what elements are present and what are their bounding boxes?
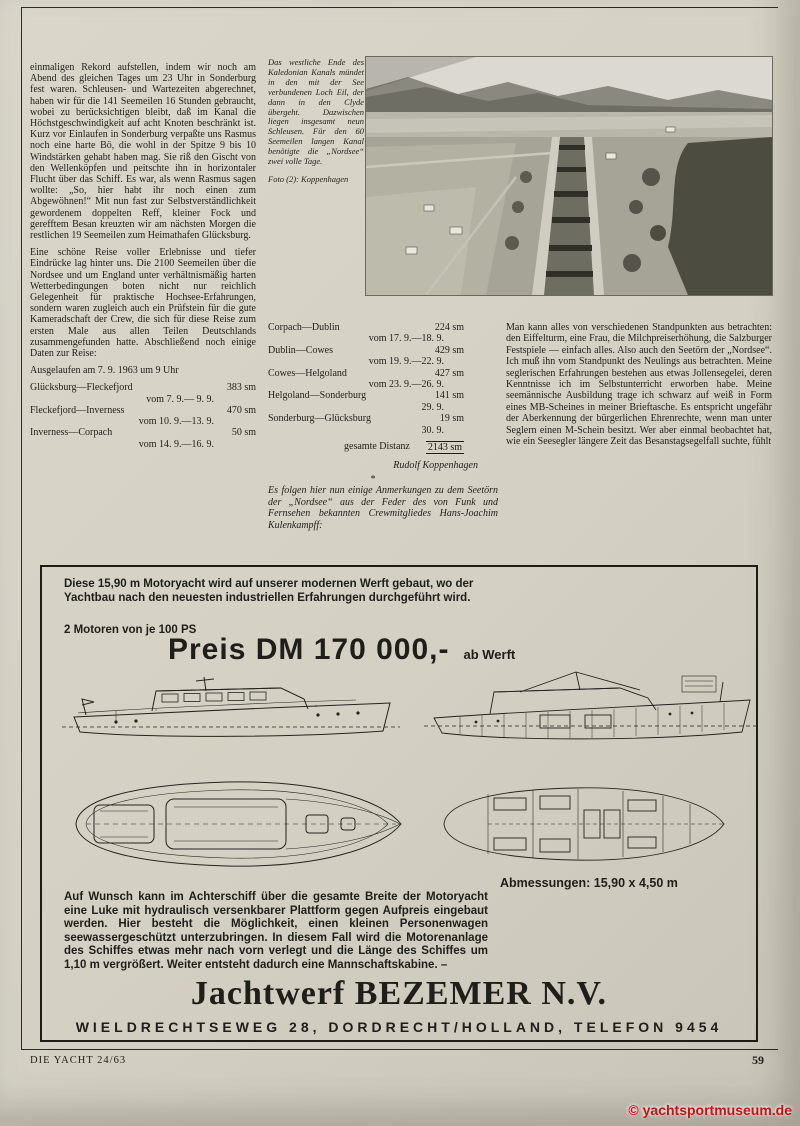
yacht-interior-plan-right	[428, 774, 728, 874]
leg-dates: 29. 9.	[421, 401, 444, 413]
leg-distance: 19 sm	[439, 413, 464, 425]
bezemer-advertisement	[40, 565, 758, 1042]
leg-dates: vom 10. 9.—13. 9.	[138, 416, 214, 428]
leg-route: Corpach—Dublin	[268, 322, 340, 333]
watermark-text: © yachtsportmuseum.de	[628, 1102, 792, 1118]
table-row	[268, 390, 464, 413]
leg-route: Cowes—Helgoland	[268, 367, 347, 379]
leg-dates: vom 14. 9.—16. 9.	[138, 438, 214, 450]
leg-distance: 50 sm	[231, 427, 256, 439]
editorial-note: Es folgen hier nun einige Anmerkungen zu dem Seetörn der „Nordsee“ aus der Feder des von Funk und Fernsehen bekannten Crewmitgliedes Hans-Joachim Kulenkampff:	[268, 485, 498, 531]
table-row	[30, 382, 256, 404]
article-paragraph: Man kann alles von verschiedenen Standpunkten aus betrachten: den Eiffelturm, eine Frau, die Milchpreiserhöhung, die Salzburger Festspiele — einfach alles. Also auch den Seetörn der „Nordsee“. Ich muß ihn vom Standpunkt des Neulings aus betrachten. Meine seglerischen Erfahrungen bestehen aus etwas Jollensegelei, deren Kenntnisse ich im Selbstunterricht erworben habe. Meine seemännische Ausbildung trage ich schwarz auf weiß in Form eines MB-Scheines in meiner Brieftasche. Es entspricht ungefähr der Aberkennung der bürgerlichen Ehrenrechte, wenn man unter Seglern einen M-Schein besitzt. Wer aber einmal beobachtet hat, wie ein Seesegler längere Zeit das Besanstagsegelfall suchte, fühlt	[506, 322, 772, 448]
ad-price	[168, 633, 515, 667]
footer-rule	[21, 1049, 778, 1050]
caption-text: Das westliche Ende des Kaledonian Kanals mündet in den mit der See verbundenen Loch Eil, der dann in den Clyde übergeht. Dazwischen liegen insgesamt neun Schleusen. Für den 60 Seemeilen langen Kanal benötigte die „Nordsee“ zwei volle Tage.	[268, 57, 364, 167]
leg-distance: 427 sm	[434, 367, 464, 379]
leg-route: Glücksburg—Fleckefjord	[30, 382, 133, 394]
table-row	[268, 322, 464, 345]
ad-body-text: Auf Wunsch kann im Achterschiff über die gesamte Breite der Motoryacht eine Luke mit hydraulisch versenkbarer Plattform gegen Aufpreis eingebaut werden. Hier besteht die Möglichkeit, einen kleinen Personenwagen seewassergeschützt unterzubringen. In diesem Fall wird die Motorenanlage des Schiffes etwas mehr nach vorn verlegt und die Länge des Schiffes um 1,10 m vergrößert. Weiter entsteht dadurch eine Mannschaftskabine. –	[64, 891, 488, 971]
ad-dimensions-label: Abmessungen: 15,90 x 4,50 m	[500, 876, 678, 890]
left-rule	[21, 7, 22, 1049]
table-row	[268, 345, 464, 368]
leg-route: Helgoland—Sonderburg	[268, 390, 367, 402]
yacht-profile-drawing-left	[56, 675, 406, 763]
article-paragraph: einmaligen Rekord aufstellen, indem wir noch am Abend des gleichen Tages um 23 Uhr in Sonderburg fest waren. Schleusen- und Wartezeiten abgerechnet, haben wir für die 141 Seemeilen 16 Stunden gebraucht, wobei zu berücksichtigen bleibt, daß im Kanal die Höchstgeschwindigkeit auf acht Knoten beschränkt ist. Kurz vor Einlaufen in Sonderburg verpaßte uns Rasmus noch eine harte Bö, die wohl in der Spitze 9 bis 10 Windstärken gehabt haben mag. Sie riß den Gischt von den Wellenköpfen und peitschte ihn in horizontaler Flucht über das Schiff. Es war, als wenn Rasmus sagen wollte: „So, hier habt ihr noch einen zum Abgewöhnen!“ Mit nun fast zur Selbstverständlichkeit gewordenem doppelten Reff, kleiner Fock und gerefftem Besan kreuzten wir am nächsten Morgen die restlichen 19 Seemeilen zum Heimathafen Glücksburg.	[30, 62, 256, 242]
leg-dates: vom 17. 9.—18. 9.	[368, 333, 444, 345]
leg-route: Dublin—Cowes	[268, 344, 333, 356]
table-row	[268, 368, 464, 391]
magazine-issue-label: DIE YACHT 24/63	[30, 1055, 127, 1066]
section-separator: *	[370, 473, 376, 485]
article-column-left	[30, 62, 256, 450]
leg-dates: vom 7. 9.— 9. 9.	[146, 393, 214, 405]
leg-route: Inverness—Corpach	[30, 427, 113, 439]
yacht-deck-plan-left	[56, 769, 406, 879]
ad-price-main: Preis DM 170 000,-	[168, 633, 450, 666]
ad-engines-text: 2 Motoren von je 100 PS	[64, 624, 197, 636]
total-label: gesamte Distanz	[344, 441, 410, 453]
article-paragraph: Eine schöne Reise voller Erlebnisse und tiefer Eindrücke lag hinter uns. Die 2100 Seemeilen über die Nordsee und um England unter verhältnismäßig harten Wetterbedingungen boten nicht nur reichlich Gelegenheit für praktische Hochsee-Erfahrungen, sondern waren zugleich auch ein Prüfstein für die gute Kameradschaft der Crew, die sich für diese Reise zum ersten Male aus allen Teilen Deutschlands zusammengefunden hatte. Abschließend noch einige Daten zur Reise:	[30, 247, 256, 360]
total-distance-row	[268, 441, 464, 454]
distance-table-column	[268, 322, 498, 537]
photo-credit: Foto (2): Koppenhagen	[268, 173, 349, 184]
leg-distance: 383 sm	[226, 382, 256, 394]
leg-distance: 224 sm	[434, 322, 464, 333]
yacht-profile-drawing-right	[420, 670, 765, 765]
leg-route: Sonderburg—Glücksburg	[268, 413, 371, 425]
author-byline: Rudolf Koppenhagen	[393, 460, 478, 472]
ad-address-line: WIELDRECHTSEWEG 28, DORDRECHT/HOLLAND, TELEFON 9454	[75, 1019, 723, 1035]
leg-distance: 470 sm	[226, 404, 256, 416]
canal-aerial-photo	[366, 57, 772, 295]
top-rule	[21, 7, 778, 8]
departure-line: Ausgelaufen am 7. 9. 1963 um 9 Uhr	[30, 365, 179, 377]
total-value: 2143 sm	[427, 442, 462, 454]
ad-intro-text: Diese 15,90 m Motoryacht wird auf unserer modernen Werft gebaut, wo der Yachtbau nach den neuesten industriellen Erfahrungen durchgeführt wird.	[64, 578, 474, 604]
article-column-right	[506, 322, 772, 453]
ad-price-suffix: ab Werft	[463, 647, 516, 662]
table-row	[30, 405, 256, 427]
table-row	[268, 413, 464, 436]
page-number: 59	[752, 1053, 764, 1067]
leg-route: Fleckefjord—Inverness	[30, 404, 125, 416]
photo-caption	[268, 58, 364, 185]
leg-dates: vom 23. 9.—26. 9.	[368, 379, 444, 391]
leg-dates: 30. 9.	[421, 424, 444, 436]
distance-table	[268, 322, 464, 454]
leg-distance: 429 sm	[434, 344, 464, 356]
leg-dates: vom 19. 9.—22. 9.	[368, 356, 444, 368]
leg-distance: 141 sm	[434, 390, 464, 402]
table-row	[30, 427, 256, 449]
ad-company-name: Jachtwerf BEZEMER N.V.	[190, 975, 608, 1012]
